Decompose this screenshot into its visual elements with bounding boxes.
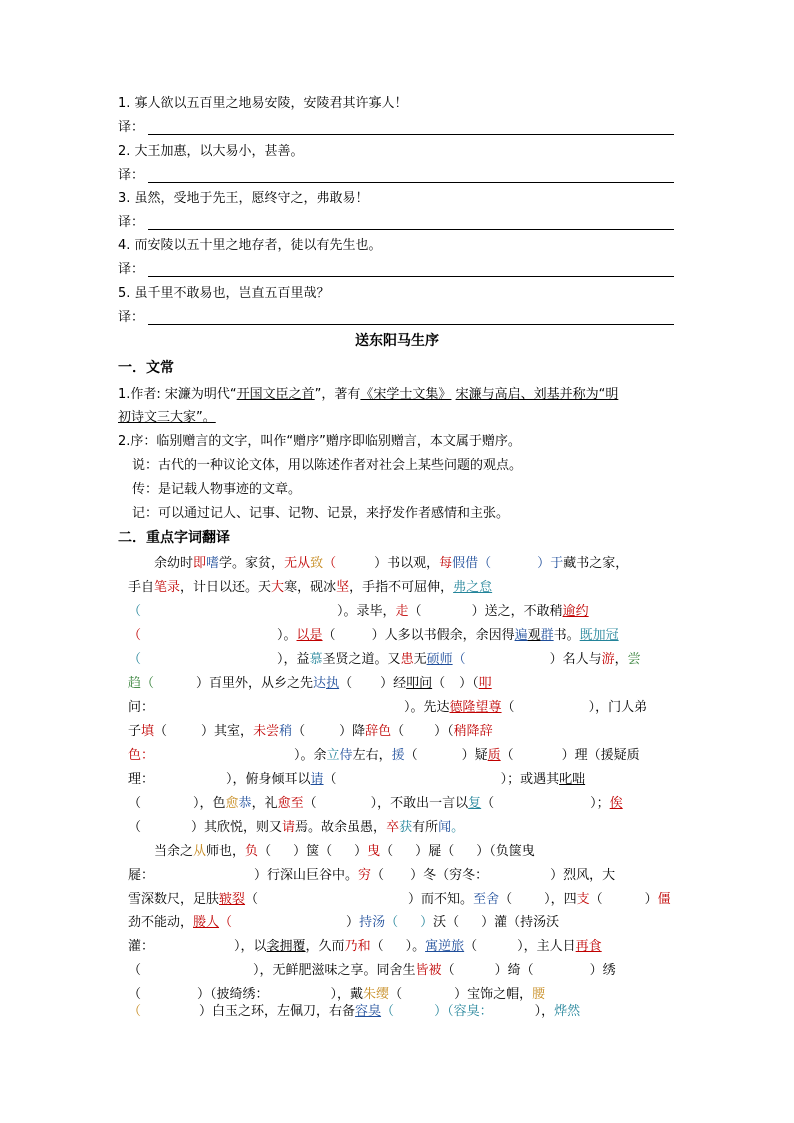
- exercise-3: 3. 虽然，受地于先王，愿终守之，弗敢易！: [118, 191, 369, 206]
- text-span: （: [499, 892, 513, 907]
- text-span: ）灌（持汤沃: [481, 915, 560, 930]
- key-word: 恭: [238, 796, 252, 811]
- text-span: ）（容臭：: [434, 1004, 493, 1019]
- blank-open: （: [478, 556, 492, 571]
- text-span: ）: [354, 844, 368, 859]
- key-phrase: 既加冠: [579, 628, 619, 643]
- text-span: ，礼: [251, 796, 278, 811]
- text-span: （: [371, 868, 385, 883]
- key-word: 再食: [575, 939, 602, 954]
- key-word: 屣: [428, 844, 442, 859]
- key-phrase: 衾拥覆: [266, 939, 306, 954]
- text-span: ）经: [380, 676, 407, 691]
- key-word: 填: [141, 724, 155, 739]
- text-span: ）（负箧曳: [476, 844, 535, 859]
- key-word: 烨然: [554, 1004, 581, 1019]
- key-word: 皆: [415, 963, 429, 978]
- text-span: （: [389, 987, 403, 1002]
- text-span: ）绣: [589, 963, 616, 978]
- exercise-5: 5. 虽千里不敢易也，岂直五百里哉？: [118, 286, 330, 301]
- text-span: （: [589, 892, 603, 907]
- text-span: ）。: [405, 939, 426, 954]
- text-span: 理：: [128, 772, 155, 787]
- key-word: 媵人: [193, 915, 220, 930]
- key-phrase: 弗之怠: [453, 580, 493, 595]
- key-word: 援: [391, 748, 405, 763]
- key-word: 复: [468, 796, 482, 811]
- text-span: 1.作者: 宋濂为明代“: [118, 387, 237, 402]
- underlined-text: 初诗文三大家”。: [118, 410, 216, 425]
- key-word: 皲裂: [219, 892, 246, 907]
- text-span: ，计日以还。天: [180, 580, 272, 595]
- key-word: 立: [326, 748, 340, 763]
- p1-line-4: [128, 626, 619, 646]
- text-span: ）白玉之环，左佩刀，右备: [199, 1004, 356, 1019]
- text-span: ）；: [590, 796, 610, 811]
- key-word: 趋: [128, 676, 142, 691]
- text-span: ，久而: [305, 939, 345, 954]
- answer-blank[interactable]: [148, 276, 674, 277]
- text-span: （: [323, 772, 337, 787]
- text-span: （: [128, 796, 142, 811]
- key-word: 沃: [433, 915, 447, 930]
- text-span: （: [432, 676, 446, 691]
- key-word: 色：: [128, 748, 155, 763]
- text-span: ）。: [277, 628, 297, 643]
- key-word: 穷: [358, 868, 372, 883]
- text-span: 圣贤之道。又: [322, 652, 401, 667]
- p1-line-8: [128, 722, 493, 742]
- p2-line-2: [128, 866, 615, 886]
- text-span: （: [391, 724, 405, 739]
- text-span: ）其室，: [201, 724, 254, 739]
- ji-definition: 记：可以通过记人、记事、记物、记景，来抒发作者感情和主张。: [132, 506, 510, 521]
- key-word: 慕: [309, 652, 323, 667]
- exercise-1: 1. 寡人欲以五百里之地易安陵，安陵君其许寡人！: [118, 96, 408, 111]
- key-word: 绮: [507, 963, 521, 978]
- text-span: ），俯身倾耳以: [226, 772, 311, 787]
- p1-line-10: [128, 770, 585, 790]
- text-span: （: [404, 748, 418, 763]
- text-span: ），: [534, 1004, 555, 1019]
- text-span: 当余之: [154, 844, 194, 859]
- text-span: 有所: [412, 820, 439, 835]
- zhuan-definition: 传：是记载人物事迹的文章。: [132, 482, 302, 497]
- section-heading-2: 二．重点字词翻译: [118, 530, 230, 546]
- key-word: 达: [313, 676, 327, 691]
- p2-line-4: [128, 913, 559, 933]
- text-span: （: [258, 844, 272, 859]
- key-word: 无从: [284, 556, 311, 571]
- key-word: 患: [400, 652, 414, 667]
- key-word: 观: [527, 628, 541, 643]
- key-word: 每: [439, 556, 453, 571]
- text-span: （: [441, 963, 455, 978]
- translate-label: 译：: [118, 215, 145, 230]
- text-span: （: [128, 820, 142, 835]
- text-span: ），戴: [330, 987, 364, 1002]
- text-span: ”，著有: [314, 387, 361, 402]
- text-span: ），不敢出一言以: [370, 796, 469, 811]
- key-word: 乃和: [344, 939, 371, 954]
- text-span: ）。余: [294, 748, 327, 763]
- text-span: 问：: [128, 700, 155, 715]
- key-word: 请: [282, 820, 296, 835]
- key-phrase: 寓逆旅: [425, 939, 465, 954]
- text-span: （: [154, 724, 168, 739]
- text-span: ）（: [459, 676, 479, 691]
- author-line-cont: [118, 408, 216, 428]
- p1-line-3: [128, 602, 589, 622]
- key-word: 稍降辞: [453, 724, 493, 739]
- text-span: 灌：: [128, 939, 155, 954]
- text-span: ，: [614, 652, 628, 667]
- text-span: ）宝饰之帽，: [454, 987, 533, 1002]
- text-span: ）行深山巨谷中。: [254, 868, 359, 883]
- key-word: 僵: [657, 892, 671, 907]
- text-span: ）烈风，大: [550, 868, 616, 883]
- key-word: 即: [193, 556, 207, 571]
- key-word: 执: [326, 676, 340, 691]
- key-phrase: 叩问: [406, 676, 433, 691]
- section-heading-1: 一．文常: [118, 360, 174, 376]
- key-phrase: 叱咄: [559, 772, 586, 787]
- key-word: 负: [245, 844, 259, 859]
- text-span: 手自: [128, 580, 155, 595]
- text-span: 学。家贫，: [219, 556, 285, 571]
- text-span: ），以: [234, 939, 267, 954]
- text-span: ）。先达: [404, 700, 450, 715]
- p1-line-6: [128, 674, 492, 694]
- key-word: 被: [428, 963, 442, 978]
- text-span: （: [520, 963, 534, 978]
- text-span: 寒，砚冰: [284, 580, 337, 595]
- text-span: （: [441, 844, 455, 859]
- text-span: ）（: [434, 724, 454, 739]
- p2-line-5: [128, 937, 602, 957]
- key-word: 支: [576, 892, 590, 907]
- text-span: 左右，: [352, 748, 392, 763]
- key-word: 假借: [452, 556, 479, 571]
- text-span: ）: [346, 915, 360, 930]
- key-word: 愈: [225, 796, 239, 811]
- text-span: ）。录毕，: [337, 604, 396, 619]
- text-span: （: [322, 628, 336, 643]
- text-span: ），主人日: [517, 939, 576, 954]
- key-word: 辞色: [365, 724, 392, 739]
- underlined-text: 《宋学士文集》: [360, 387, 452, 402]
- translate-label: 译：: [118, 120, 145, 135]
- p1-line-7: [128, 698, 647, 718]
- key-word: 走: [395, 604, 409, 619]
- text-span: ），色: [193, 796, 226, 811]
- text-span: （: [339, 676, 353, 691]
- text-span: 无: [413, 652, 427, 667]
- text-span: ）名人与: [549, 652, 602, 667]
- text-span: 余幼时: [154, 556, 194, 571]
- text-span: 焉。故余虽愚，: [295, 820, 387, 835]
- key-word: 遍: [514, 628, 528, 643]
- key-word: 游: [601, 652, 615, 667]
- key-word: 至舍: [473, 892, 500, 907]
- text-span: ），无鲜肥滋味之享。同舍生: [253, 963, 416, 978]
- text-span: ）: [415, 844, 429, 859]
- text-span: （: [128, 963, 142, 978]
- text-span: （: [370, 939, 384, 954]
- text-span: （: [380, 844, 394, 859]
- p1-line-9: [128, 746, 640, 766]
- key-word: 愈至: [277, 796, 304, 811]
- text-span: ）其欣悦，则又: [191, 820, 283, 835]
- key-word: 持汤: [359, 915, 386, 930]
- shuo-definition: 说：古代的一种议论文体，用以陈述作者对社会上某些问题的观点。: [132, 458, 523, 473]
- text-span: ）理（援疑质: [561, 748, 640, 763]
- blank-open: （: [128, 1004, 142, 1019]
- p1-line-1: [154, 554, 628, 574]
- key-word: 侍: [339, 748, 353, 763]
- key-word: 于: [550, 556, 564, 571]
- key-word: 未尝: [253, 724, 280, 739]
- author-line: [118, 385, 618, 405]
- key-phrase: 容臭: [355, 1004, 382, 1019]
- text-span: ）书以观，: [374, 556, 440, 571]
- blank-open: （: [452, 652, 466, 667]
- answer-blank[interactable]: [148, 229, 674, 230]
- p1-line-5: [128, 650, 641, 670]
- blank-open: （: [128, 628, 142, 643]
- underlined-text: 开国文臣之首: [236, 387, 315, 402]
- key-word: 俟: [609, 796, 623, 811]
- key-word: 闻: [438, 820, 452, 835]
- p2-line-6: [128, 961, 616, 981]
- blank-open: （: [381, 1004, 395, 1019]
- key-phrase: 德隆望尊: [449, 700, 502, 715]
- key-word: 群: [540, 628, 554, 643]
- text-span: ）百里外，从乡之先: [196, 676, 314, 691]
- text-span: 师也，: [206, 844, 246, 859]
- p2-line-8: [128, 1002, 580, 1022]
- p1-line-11: [128, 794, 623, 814]
- text-span: 藏书之家，: [563, 556, 629, 571]
- text-span: （: [292, 724, 306, 739]
- blank-open: （: [219, 915, 233, 930]
- translate-label: 译：: [118, 310, 145, 325]
- text-span: ）（披绮绣：: [197, 987, 269, 1002]
- text-span: ，手指不可屈伸，: [349, 580, 454, 595]
- key-word: 获: [399, 820, 413, 835]
- p1-line-2: [128, 578, 492, 598]
- text-span: 书。: [553, 628, 580, 643]
- answer-blank[interactable]: [148, 182, 674, 183]
- p2-line-1: [154, 842, 535, 862]
- underlined-text: 宋濂与高启、刘基并称为“明: [455, 387, 619, 402]
- text-span: （: [481, 796, 495, 811]
- blank-open: （: [323, 556, 337, 571]
- blank-open: （: [128, 604, 142, 619]
- text-span: ）: [644, 892, 658, 907]
- text-span: ），益: [277, 652, 310, 667]
- text-span: ）: [494, 963, 508, 978]
- text-span: ），四: [544, 892, 577, 907]
- text-span: ）降: [339, 724, 366, 739]
- text-span: （: [464, 939, 478, 954]
- xu-definition: 2.序：临别赠言的文字，叫作“赠序”赠序即临别赠言，本文属于赠序。: [118, 434, 521, 449]
- exercise-2: 2. 大王加惠，以大易小，甚善。: [118, 144, 304, 159]
- key-word: 尝: [627, 652, 641, 667]
- text-span: ）人多以书假余，余因得: [371, 628, 515, 643]
- key-word: 请: [310, 772, 324, 787]
- key-word: 从: [193, 844, 207, 859]
- text-span: （: [319, 844, 333, 859]
- text-span: ），门人弟: [588, 700, 648, 715]
- blank-open: （: [128, 652, 142, 667]
- text-span: （: [500, 748, 514, 763]
- key-word: 质: [487, 748, 501, 763]
- key-word: 致: [310, 556, 324, 571]
- blank-close: ）: [537, 556, 551, 571]
- text-span: ）而不知。: [408, 892, 474, 907]
- blank-open: （: [385, 915, 399, 930]
- text-span: （: [303, 796, 317, 811]
- text-span: （: [245, 892, 259, 907]
- blank-open: （: [141, 676, 155, 691]
- text-span: ）；或遇其: [500, 772, 560, 787]
- key-word: 疑: [474, 748, 488, 763]
- blank-close: ）: [420, 915, 434, 930]
- key-word: 硕师: [426, 652, 453, 667]
- text-span: 雪深数尺，足肤: [128, 892, 220, 907]
- essay-title: 送东阳马生序: [355, 333, 439, 349]
- text-span: （: [408, 604, 422, 619]
- key-word: 稍: [279, 724, 293, 739]
- key-word: 卒: [386, 820, 400, 835]
- text-span: ）: [461, 748, 475, 763]
- key-phrase: 以是: [296, 628, 323, 643]
- key-word: 嗜: [206, 556, 220, 571]
- text-span: 屣：: [128, 868, 155, 883]
- answer-blank[interactable]: [148, 134, 674, 135]
- text-span: （: [128, 987, 142, 1002]
- answer-blank[interactable]: [148, 324, 674, 325]
- text-span: ）冬（穷冬：: [410, 868, 489, 883]
- key-word: 腰: [532, 987, 546, 1002]
- key-word: 朱缨: [363, 987, 390, 1002]
- text-span: 。: [451, 820, 465, 835]
- text-span: 劲不能动，: [128, 915, 194, 930]
- key-phrase: 逾约: [562, 604, 589, 619]
- text-span: 子: [128, 724, 142, 739]
- p1-line-12: [128, 818, 464, 838]
- p2-line-3: [128, 890, 671, 910]
- text-span: （: [501, 700, 515, 715]
- key-word: 大: [271, 580, 285, 595]
- exercise-4: 4. 而安陵以五十里之地存者，徒以有先生也。: [118, 238, 382, 253]
- key-word: 箧: [306, 844, 320, 859]
- key-word: 曳: [367, 844, 381, 859]
- translate-label: 译：: [118, 168, 145, 183]
- translate-label: 译：: [118, 262, 145, 277]
- key-word: 笔录: [154, 580, 181, 595]
- text-span: （: [446, 915, 460, 930]
- text-span: ）: [293, 844, 307, 859]
- text-span: ）送之，不敢稍: [471, 604, 563, 619]
- key-word: 坚: [336, 580, 350, 595]
- key-word: 叩: [478, 676, 492, 691]
